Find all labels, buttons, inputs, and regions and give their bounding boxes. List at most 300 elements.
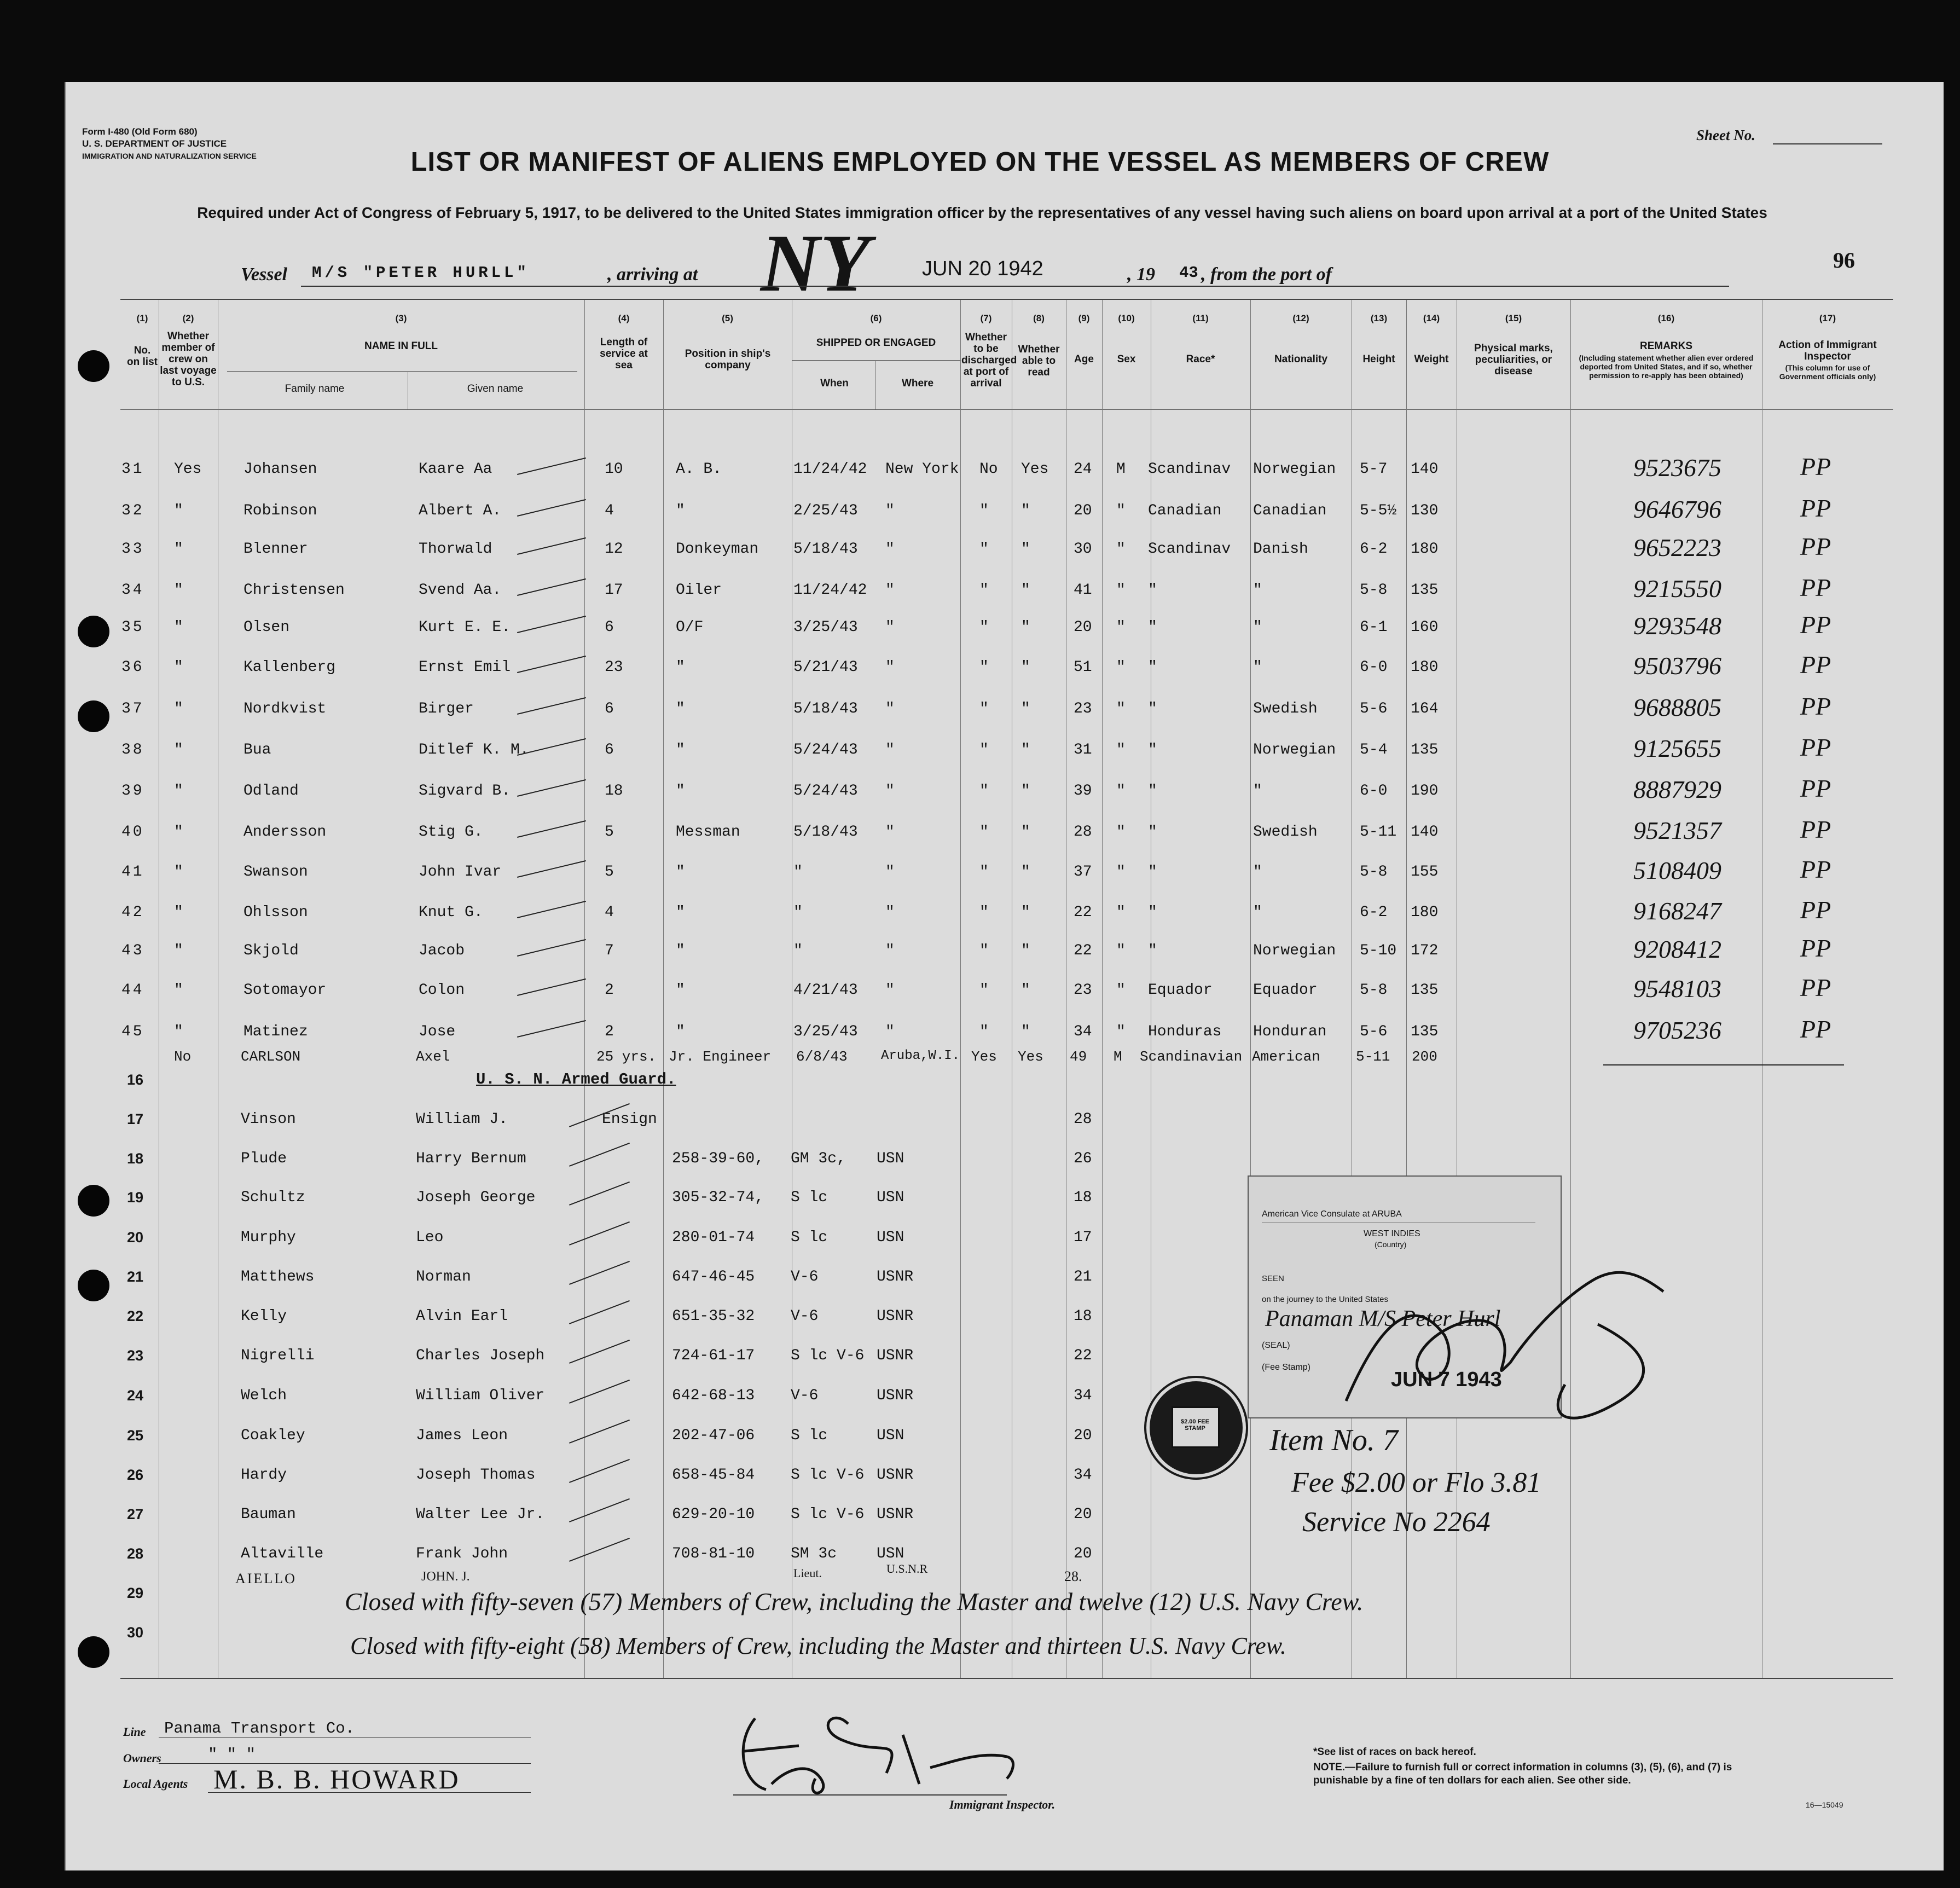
cell-given-name: Kaare Aa <box>419 461 492 478</box>
aiello-branch: U.S.N.R <box>886 1562 928 1576</box>
year-value: 43 <box>1179 264 1198 282</box>
cell-id: 642-68-13 <box>672 1387 755 1404</box>
cell-discharged: " <box>979 783 989 800</box>
cell-discharged: " <box>979 502 989 519</box>
cell-remarks: 9125655 <box>1633 734 1721 762</box>
cell-discharged: " <box>979 904 989 921</box>
table-row <box>0 574 1960 603</box>
cell-where: " <box>885 619 895 636</box>
cell-no: 19 <box>127 1189 144 1206</box>
form-code: Form I-480 (Old Form 680) <box>82 126 198 137</box>
service-name: IMMIGRATION AND NATURALIZATION SERVICE <box>82 152 257 160</box>
cell-read: " <box>1021 700 1030 717</box>
cell-rank: GM 3c, <box>791 1150 846 1167</box>
cell-prev-voyage: " <box>174 864 183 881</box>
cell-read: " <box>1021 541 1030 558</box>
cell-weight: 135 <box>1411 742 1439 758</box>
stamp-consulate: American Vice Consulate at ARUBA <box>1262 1209 1402 1219</box>
col-num-13: (13) <box>1370 313 1388 323</box>
col-header-inspector-note: (This column for use of Government officials only) <box>1779 363 1876 381</box>
cell-position: " <box>676 982 685 999</box>
cell-read: " <box>1021 942 1030 959</box>
cell-height: 6-1 <box>1360 619 1388 636</box>
cell-sex: " <box>1116 619 1126 636</box>
inspector-label: Immigrant Inspector. <box>949 1798 1056 1811</box>
cell-branch: USNR <box>877 1347 914 1364</box>
cell-nationality: Swedish <box>1253 700 1318 717</box>
cell-discharged: " <box>979 1023 989 1040</box>
cell-service: 5 <box>605 824 614 841</box>
cell-age: 28 <box>1074 824 1092 841</box>
table-row <box>0 855 1960 884</box>
cell-weight: 164 <box>1411 700 1439 717</box>
cell-remarks: 9705236 <box>1633 1016 1721 1044</box>
cell-branch: USNR <box>877 1387 914 1404</box>
cell-given-name: Joseph Thomas <box>416 1467 536 1484</box>
cell-rank: V-6 <box>791 1269 819 1285</box>
cell-family-name: Matinez <box>243 1023 308 1040</box>
cell-family-name: Odland <box>243 783 299 800</box>
cell-id: 202-47-06 <box>672 1427 755 1444</box>
col-header-no: No. on list <box>127 345 158 368</box>
cell-weight: 190 <box>1411 783 1439 800</box>
cell-inspector-action: PP <box>1800 1015 1831 1043</box>
cell-rank: S lc V-6 <box>791 1467 865 1484</box>
cell-given-name: William Oliver <box>416 1387 545 1404</box>
cell-rank: V-6 <box>791 1387 819 1404</box>
cell-weight: 140 <box>1411 461 1439 478</box>
cell-position: " <box>676 502 685 519</box>
cell-when: 6/8/43 <box>796 1049 848 1065</box>
cell-id: 708-81-10 <box>672 1545 755 1562</box>
cell-age: 28 <box>1074 1111 1092 1128</box>
cell-no: 42 <box>121 904 144 921</box>
stamp-date: JUN 7 1943 <box>1391 1368 1502 1391</box>
cell-rank: SM 3c <box>791 1545 837 1562</box>
cell-branch: USN <box>877 1427 904 1444</box>
cell-family-name: Kallenberg <box>243 659 336 676</box>
cell-age: 20 <box>1074 1506 1092 1523</box>
cell-given-name: John Ivar <box>419 864 502 881</box>
aiello-family: AIELLO <box>235 1571 297 1586</box>
cell-age: 18 <box>1074 1189 1092 1206</box>
cell-race: " <box>1148 742 1157 758</box>
cell-weight: 135 <box>1411 1023 1439 1040</box>
col-num-15: (15) <box>1505 313 1522 323</box>
cell-prev-voyage: " <box>174 541 183 558</box>
cell-sex: " <box>1116 582 1126 599</box>
cell-nationality: Canadian <box>1253 502 1327 519</box>
arrival-date-stamp: JUN 20 1942 <box>922 257 1043 280</box>
col-num-3: (3) <box>395 313 407 323</box>
remarks-underline <box>1603 1064 1844 1065</box>
cell-no: 38 <box>121 742 144 758</box>
col-header-sex: Sex <box>1117 354 1136 365</box>
cell-family-name: Olsen <box>243 619 290 636</box>
cell-no: 16 <box>127 1072 144 1088</box>
consular-service-number: Service No 2264 <box>1302 1507 1491 1538</box>
table-top-rule <box>120 299 1893 300</box>
table-row <box>0 1467 1960 1486</box>
cell-branch: USN <box>877 1189 904 1206</box>
cell-remarks: 9688805 <box>1633 693 1721 721</box>
page-title: LIST OR MANIFEST OF ALIENS EMPLOYED ON THE VESSEL AS MEMBERS OF CREW <box>410 147 1550 177</box>
cell-discharged: " <box>979 541 989 558</box>
col-header-service: Length of service at sea <box>600 337 648 371</box>
closing-remark-2: Closed with fifty-eight (58) Members of Crew, including the Master and thirteen U.S. Navy Crew. <box>350 1632 1286 1659</box>
page-number: 96 <box>1833 248 1855 273</box>
cell-family-name: Ohlsson <box>243 904 308 921</box>
cell-inspector-action: PP <box>1800 896 1831 924</box>
cell-given-name: Birger <box>419 700 474 717</box>
table-row <box>0 1189 1960 1209</box>
cell-when: 3/25/43 <box>793 1023 858 1040</box>
cell-nationality: Norwegian <box>1253 461 1336 478</box>
cell-service: 6 <box>605 700 614 717</box>
cell-inspector-action: PP <box>1800 574 1831 601</box>
cell-id: 280-01-74 <box>672 1229 755 1246</box>
cell-branch: USNR <box>877 1269 914 1285</box>
cell-age: 30 <box>1074 541 1092 558</box>
cell-read: Yes <box>1018 1049 1043 1065</box>
cell-weight: 135 <box>1411 982 1439 999</box>
vessel-label: Vessel <box>241 264 287 285</box>
cell-remarks: 9548103 <box>1633 975 1721 1003</box>
cell-position: " <box>676 904 685 921</box>
cell-sex: " <box>1116 904 1126 921</box>
table-row <box>0 692 1960 721</box>
consular-seal <box>1146 1378 1246 1478</box>
table-row <box>0 1015 1960 1044</box>
col-header-age: Age <box>1074 354 1094 365</box>
cell-given-name: Charles Joseph <box>416 1347 545 1364</box>
table-row <box>0 733 1960 762</box>
col-num-7: (7) <box>980 313 992 323</box>
cell-family-name: Kelly <box>241 1308 287 1325</box>
cell-given-name: Jacob <box>419 942 465 959</box>
cell-remarks: 9521357 <box>1633 816 1721 844</box>
cell-when: 5/18/43 <box>793 824 858 841</box>
cell-age: 34 <box>1074 1387 1092 1404</box>
cell-remarks: 9168247 <box>1633 897 1721 925</box>
cell-age: 22 <box>1074 904 1092 921</box>
cell-service: 2 <box>605 982 614 999</box>
footnote-penalty: NOTE.—Failure to furnish full or correct information in columns (3), (5), (6), and (7) is punishable by a fine of ten dollars for each alien. See other side. <box>1313 1762 1732 1786</box>
cell-age: 23 <box>1074 700 1092 717</box>
table-row <box>0 494 1960 523</box>
col-num-8: (8) <box>1033 313 1045 323</box>
cell-weight: 180 <box>1411 904 1439 921</box>
year-label: , 19 <box>1127 264 1155 285</box>
cell-remarks: 9215550 <box>1633 575 1721 603</box>
col-num-5: (5) <box>722 313 733 323</box>
cell-id: 629-20-10 <box>672 1506 755 1523</box>
cell-age: 23 <box>1074 982 1092 999</box>
cell-given-name: Knut G. <box>419 904 483 921</box>
cell-branch: USNR <box>877 1506 914 1523</box>
cell-sex: " <box>1116 864 1126 881</box>
line-value: Panama Transport Co. <box>164 1719 355 1738</box>
cell-height: 6-0 <box>1360 783 1388 800</box>
cell-no: 20 <box>127 1229 144 1246</box>
cell-where: " <box>885 502 895 519</box>
cell-nationality: " <box>1253 904 1262 921</box>
cell-height: 5-8 <box>1360 982 1388 999</box>
cell-race: Scandinav <box>1148 541 1231 558</box>
cell-when: 5/24/43 <box>793 742 858 758</box>
col-header-physical-marks: Physical marks, peculiarities, or disease <box>1474 343 1553 377</box>
cell-branch: USNR <box>877 1308 914 1325</box>
col-header-weight: Weight <box>1414 354 1449 365</box>
cell-nationality: Norwegian <box>1253 942 1336 959</box>
table-header-rule <box>120 409 1893 410</box>
cell-age: 24 <box>1074 461 1092 478</box>
cell-position: O/F <box>676 619 704 636</box>
armed-guard-heading: U. S. N. Armed Guard. <box>476 1070 676 1088</box>
cell-branch: USN <box>877 1150 904 1167</box>
cell-rank: S lc <box>791 1427 828 1444</box>
cell-read: " <box>1021 619 1030 636</box>
cell-read: " <box>1021 783 1030 800</box>
cell-discharged: " <box>979 659 989 676</box>
table-row <box>0 651 1960 680</box>
table-row <box>0 1150 1960 1170</box>
col-header-where: Where <box>901 378 934 389</box>
cell-read: " <box>1021 659 1030 676</box>
table-row <box>0 974 1960 1003</box>
cell-prev-voyage: Yes <box>174 461 202 478</box>
cell-age: 20 <box>1074 619 1092 636</box>
cell-position: " <box>676 700 685 717</box>
cell-weight: 172 <box>1411 942 1439 959</box>
cell-family-name: Johansen <box>243 461 317 478</box>
cell-no: 35 <box>121 619 144 636</box>
aiello-age: 28. <box>1064 1568 1082 1584</box>
cell-remarks: 9293548 <box>1633 612 1721 640</box>
cell-service: 4 <box>605 502 614 519</box>
cell-position: Donkeyman <box>676 541 759 558</box>
cell-sex: " <box>1116 783 1126 800</box>
cell-service: 6 <box>605 742 614 758</box>
cell-where: " <box>885 700 895 717</box>
cell-discharged: Yes <box>971 1049 997 1065</box>
cell-position: " <box>676 742 685 758</box>
cell-age: 41 <box>1074 582 1092 599</box>
cell-given-name: Alvin Earl <box>416 1308 508 1325</box>
table-row <box>0 934 1960 963</box>
vessel-name: M/S "PETER HURLL" <box>312 264 530 282</box>
table-row <box>0 1506 1960 1526</box>
agents-underline <box>208 1792 531 1793</box>
cell-nationality: Swedish <box>1253 824 1318 841</box>
cell-branch: USN <box>877 1545 904 1562</box>
col-header-read: Whether able to read <box>1018 344 1060 378</box>
cell-given-name: Frank John <box>416 1545 508 1562</box>
cell-rank: S lc V-6 <box>791 1347 865 1364</box>
cell-sex: " <box>1116 1023 1126 1040</box>
binder-hole <box>78 350 109 382</box>
cell-inspector-action: PP <box>1800 855 1831 883</box>
cell-id: 658-45-84 <box>672 1467 755 1484</box>
table-row <box>0 453 1960 482</box>
cell-service: 10 <box>605 461 623 478</box>
cell-prev-voyage: " <box>174 1023 183 1040</box>
cell-rank: S lc <box>791 1229 828 1246</box>
cell-service: 17 <box>605 582 623 599</box>
table-row <box>0 532 1960 561</box>
cell-nationality: Danish <box>1253 541 1308 558</box>
agents-value: M. B. B. HOWARD <box>213 1764 460 1794</box>
cell-no: 40 <box>121 824 144 841</box>
cell-when: " <box>793 864 803 881</box>
cell-family-name: Coakley <box>241 1427 305 1444</box>
cell-no: 22 <box>127 1308 144 1324</box>
cell-position: A. B. <box>676 461 722 478</box>
stamp-country: WEST INDIES <box>1364 1229 1420 1238</box>
col-num-11: (11) <box>1192 313 1209 323</box>
cell-id: 258-39-60, <box>672 1150 764 1167</box>
cell-branch: USNR <box>877 1467 914 1484</box>
cell-no: 17 <box>127 1111 144 1127</box>
cell-prev-voyage: " <box>174 700 183 717</box>
cell-race: Canadian <box>1148 502 1222 519</box>
department-name: U. S. DEPARTMENT OF JUSTICE <box>82 138 227 149</box>
cell-given-name: Colon <box>419 982 465 999</box>
col-header-position: Position in ship's company <box>685 348 771 371</box>
cell-where: " <box>885 1023 895 1040</box>
cell-nationality: Equador <box>1253 982 1318 999</box>
cell-height: 5-11 <box>1360 824 1397 841</box>
table-row <box>0 1545 1960 1565</box>
cell-id: 305-32-74, <box>672 1189 764 1206</box>
cell-height: 5-7 <box>1360 461 1388 478</box>
cell-age: 34 <box>1074 1467 1092 1484</box>
cell-when: 3/25/43 <box>793 619 858 636</box>
cell-family-name: Plude <box>241 1150 287 1167</box>
table-row <box>0 1111 1960 1131</box>
cell-given-name: Jose <box>419 1023 456 1040</box>
cell-height: 5-6 <box>1360 1023 1388 1040</box>
cell-read: " <box>1021 582 1030 599</box>
cell-when: 2/25/43 <box>793 502 858 519</box>
cell-height: 5-11 <box>1356 1049 1390 1065</box>
cell-sex: " <box>1116 502 1126 519</box>
col-num-12: (12) <box>1292 313 1309 323</box>
cell-height: 5-5½ <box>1360 502 1397 519</box>
cell-race: " <box>1148 619 1157 636</box>
cell-sex: " <box>1116 824 1126 841</box>
cell-id: 647-46-45 <box>672 1269 755 1285</box>
cell-age: 37 <box>1074 864 1092 881</box>
cell-race: " <box>1148 659 1157 676</box>
col-num-17: (17) <box>1819 313 1836 323</box>
cell-no: 44 <box>121 982 144 999</box>
cell-nationality: " <box>1253 619 1262 636</box>
cell-family-name: Christensen <box>243 582 345 599</box>
cell-prev-voyage: " <box>174 904 183 921</box>
cell-no: 26 <box>127 1467 144 1483</box>
cell-service: 2 <box>605 1023 614 1040</box>
cell-where: " <box>885 659 895 676</box>
cell-family-name: Andersson <box>243 824 327 841</box>
cell-branch: USN <box>877 1229 904 1246</box>
cell-age: 20 <box>1074 1427 1092 1444</box>
cell-no: 29 <box>127 1585 144 1601</box>
col-header-family-name: Family name <box>285 383 345 395</box>
sheet-number-label: Sheet No. <box>1696 127 1755 143</box>
cell-inspector-action: PP <box>1800 532 1831 560</box>
cell-nationality: American <box>1252 1049 1320 1065</box>
col-num-2: (2) <box>182 313 194 323</box>
cell-when: 5/24/43 <box>793 783 858 800</box>
cell-age: 17 <box>1074 1229 1092 1246</box>
consul-signature <box>1335 1259 1685 1439</box>
col-header-nationality: Nationality <box>1274 354 1328 365</box>
cell-read: " <box>1021 904 1030 921</box>
col-num-1: (1) <box>136 313 148 323</box>
cell-read: " <box>1021 824 1030 841</box>
col-header-prev-voyage: Whether member of crew on last voyage to U.S. <box>160 331 217 388</box>
cell-nationality: " <box>1253 783 1262 800</box>
cell-race: Scandinav <box>1148 461 1231 478</box>
cell-family: CARLSON <box>241 1049 301 1065</box>
cell-race: Honduras <box>1148 1023 1222 1040</box>
cell-remarks: 5108409 <box>1633 856 1721 884</box>
cell-inspector-action: PP <box>1800 453 1831 480</box>
cell-discharged: No <box>979 461 998 478</box>
consular-item-number: Item No. 7 <box>1269 1423 1398 1457</box>
inspector-signature <box>722 1702 1029 1806</box>
cell-service: 7 <box>605 942 614 959</box>
consular-fee: Fee $2.00 or Flo 3.81 <box>1291 1467 1541 1498</box>
stamp-seen: SEEN <box>1262 1274 1284 1283</box>
vessel-line-rule <box>301 286 1729 287</box>
cell-given-name: Thorwald <box>419 541 492 558</box>
cell-when: " <box>793 942 803 959</box>
cell-given-name: James Leon <box>416 1427 508 1444</box>
cell-height: 5-8 <box>1360 864 1388 881</box>
cell-race: " <box>1148 942 1157 959</box>
cell-given-name: Leo <box>416 1229 444 1246</box>
cell-given-name: Walter Lee Jr. <box>416 1506 545 1523</box>
cell-where: " <box>885 824 895 841</box>
cell-position: Messman <box>676 824 740 841</box>
cell-race: Scandinavian <box>1140 1049 1243 1065</box>
cell-weight: 140 <box>1411 824 1439 841</box>
cell-where: " <box>885 541 895 558</box>
cell-given-name: Ditlef K. M. <box>419 742 529 758</box>
cell-weight: 130 <box>1411 502 1439 519</box>
fee-stamp-value: $2.00 FEE STAMP <box>1181 1418 1209 1432</box>
shipped-sub-divider <box>875 361 876 409</box>
col-num-10: (10) <box>1118 313 1135 323</box>
cell-no: 23 <box>127 1347 144 1364</box>
cell-position: " <box>676 864 685 881</box>
cell-position: " <box>676 942 685 959</box>
stamp-country-label: (Country) <box>1375 1240 1407 1249</box>
cell-no: 45 <box>121 1023 144 1040</box>
table-row <box>0 774 1960 803</box>
cell-family-name: Altaville <box>241 1545 324 1562</box>
cell-prev-voyage: " <box>174 982 183 999</box>
cell-inspector-action: PP <box>1800 611 1831 639</box>
page-subtitle: Required under Act of Congress of February 5, 1917, to be delivered to the United States immigration officer by the representatives of any vessel having such aliens on board upon arrival at a port of the United States <box>197 204 1767 221</box>
cell-height: 6-0 <box>1360 659 1388 676</box>
col-header-discharged: Whether to be discharged at port of arrival <box>961 332 1017 389</box>
cell-age: 34 <box>1074 1023 1092 1040</box>
col-num-6: (6) <box>870 313 882 323</box>
cell-race: " <box>1148 582 1157 599</box>
